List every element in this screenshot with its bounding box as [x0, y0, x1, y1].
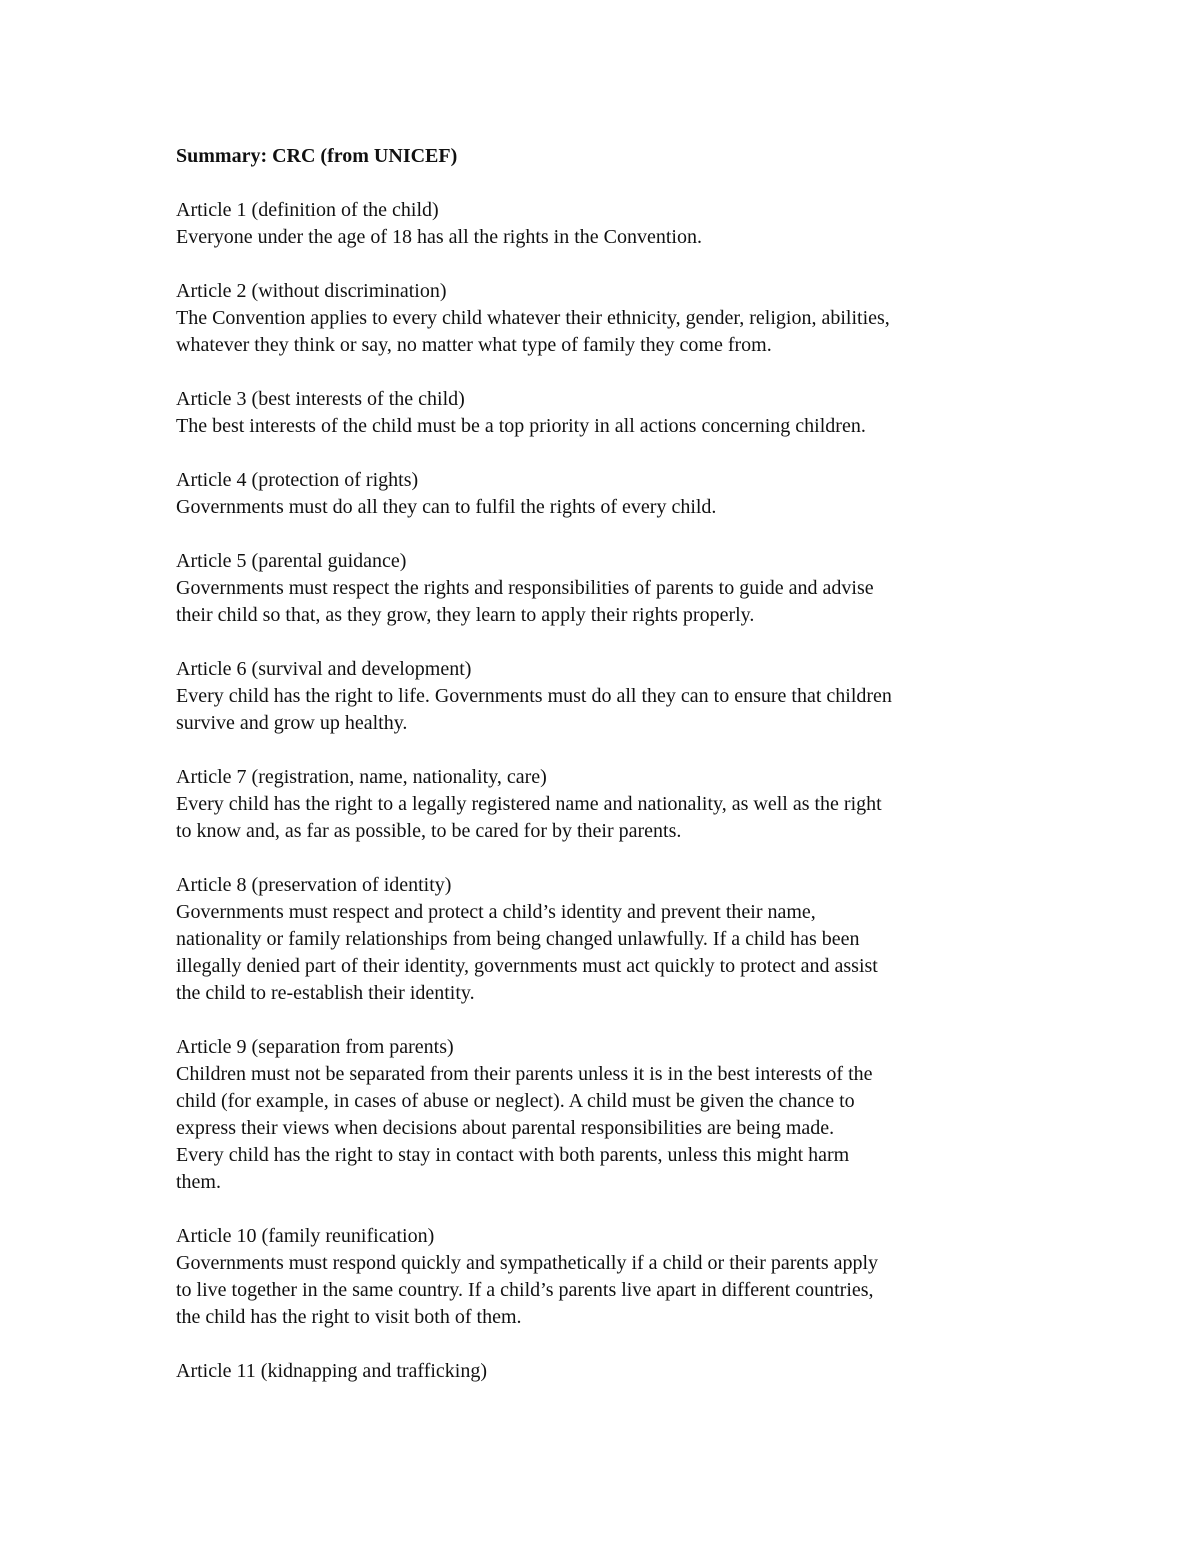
article-text-line: illegally denied part of their identity, governments must act quickly to protect and assist	[176, 955, 878, 977]
article-heading: Article 7 (registration, name, nationality, care)	[176, 766, 547, 788]
article-text-line: the child to re-establish their identity.	[176, 982, 475, 1004]
article-text-line: The best interests of the child must be a top priority in all actions concerning children.	[176, 415, 866, 437]
article-9	[176, 1034, 1036, 1196]
article-text-line: Every child has the right to a legally registered name and nationality, as well as the right	[176, 793, 882, 815]
article-3	[176, 386, 1036, 440]
article-6	[176, 656, 1036, 737]
article-text-line: them.	[176, 1171, 221, 1193]
article-heading: Article 4 (protection of rights)	[176, 469, 419, 491]
article-text-line: Governments must do all they can to fulfil the rights of every child.	[176, 496, 717, 518]
article-text-line: whatever they think or say, no matter what type of family they come from.	[176, 334, 772, 356]
article-heading: Article 2 (without discrimination)	[176, 280, 447, 302]
article-text-line: Governments must respond quickly and sympathetically if a child or their parents apply	[176, 1252, 879, 1274]
article-heading: Article 11 (kidnapping and trafficking)	[176, 1360, 488, 1382]
article-text-line: the child has the right to visit both of them.	[176, 1306, 522, 1328]
article-heading: Article 6 (survival and development)	[176, 658, 472, 680]
article-4	[176, 467, 1036, 521]
article-5	[176, 548, 1036, 629]
article-text-line: Every child has the right to life. Governments must do all they can to ensure that children	[176, 685, 892, 707]
article-7	[176, 764, 1036, 845]
article-text-line: nationality or family relationships from being changed unlawfully. If a child has been	[176, 928, 860, 950]
document-title: Summary: CRC (from UNICEF)	[176, 145, 458, 167]
article-text-line: their child so that, as they grow, they learn to apply their rights properly.	[176, 604, 755, 626]
article-text-line: survive and grow up healthy.	[176, 712, 408, 734]
article-2	[176, 278, 1036, 359]
article-heading: Article 3 (best interests of the child)	[176, 388, 465, 410]
article-text-line: Children must not be separated from their parents unless it is in the best interests of the	[176, 1063, 873, 1085]
article-heading: Article 8 (preservation of identity)	[176, 874, 452, 896]
article-11	[176, 1358, 1036, 1385]
article-text-line: The Convention applies to every child whatever their ethnicity, gender, religion, abilities,	[176, 307, 890, 329]
article-text-line: child (for example, in cases of abuse or neglect). A child must be given the chance to	[176, 1090, 855, 1112]
article-heading: Article 1 (definition of the child)	[176, 199, 439, 221]
article-1	[176, 197, 1036, 251]
article-text-line: Every child has the right to stay in contact with both parents, unless this might harm	[176, 1144, 850, 1166]
article-text-line: Everyone under the age of 18 has all the rights in the Convention.	[176, 226, 702, 248]
article-text-line: Governments must respect and protect a child’s identity and prevent their name,	[176, 901, 816, 923]
article-10	[176, 1223, 1036, 1331]
article-heading: Article 9 (separation from parents)	[176, 1036, 454, 1058]
article-heading: Article 5 (parental guidance)	[176, 550, 407, 572]
article-text-line: to know and, as far as possible, to be cared for by their parents.	[176, 820, 682, 842]
article-8	[176, 872, 1036, 1007]
article-text-line: express their views when decisions about parental responsibilities are being made.	[176, 1117, 835, 1139]
document-page	[176, 143, 1036, 1412]
article-heading: Article 10 (family reunification)	[176, 1225, 435, 1247]
article-text-line: to live together in the same country. If a child’s parents live apart in different countries,	[176, 1279, 874, 1301]
article-text-line: Governments must respect the rights and responsibilities of parents to guide and advise	[176, 577, 874, 599]
